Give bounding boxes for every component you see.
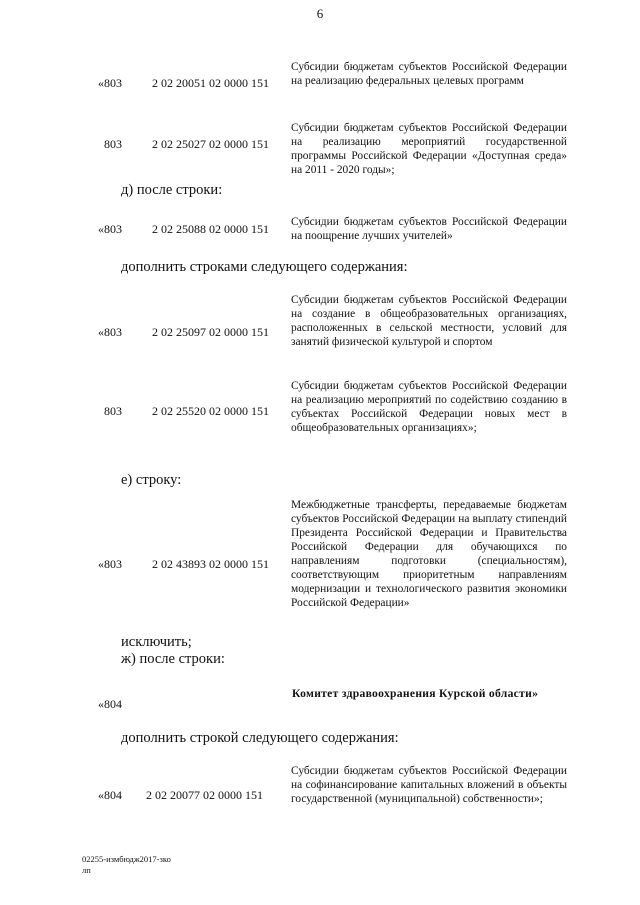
section-heading-supplement-one: дополнить строкой следующего содержания: [121,730,399,746]
footer-suffix: лп [82,865,91,875]
row-description: Субсидии бюджетам субъектов Российской Федерации на реализацию федеральных целевых программ [291,61,567,87]
row-description: Субсидии бюджетам субъектов Российской Федерации на реализацию мероприятий государственной программы Российской Федерации «Доступная среда» на 2011 - 2020 годы»; [291,122,567,176]
kbk-code: 2 02 20051 02 0000 151 [152,76,269,90]
page-number: 6 [316,6,324,21]
section-heading-exclude: исключить; [121,634,192,650]
kbk-code: 2 02 20077 02 0000 151 [146,788,263,802]
row-description: Субсидии бюджетам субъектов Российской Федерации на реализацию мероприятий по содействию созданию в субъектах Российской Федерации новых мест в общеобразовательных организациях»; [291,380,567,434]
committee-name: Комитет здравоохранения Курской области» [292,687,539,700]
kbk-code: 2 02 25088 02 0000 151 [152,222,269,236]
kbk-code: 2 02 25027 02 0000 151 [152,137,269,151]
kbk-code: 2 02 43893 02 0000 151 [152,557,269,571]
section-heading-supplement: дополнить строками следующего содержания: [121,259,408,275]
section-heading-zh: ж) после строки: [121,651,225,667]
section-heading-e: е) строку: [121,472,182,488]
admin-code: «803 [98,557,122,571]
admin-code: 803 [104,137,122,151]
admin-code: «803 [98,222,122,236]
admin-code: «804 [98,697,122,711]
row-description: Межбюджетные трансферты, передаваемые бюджетам субъектов Российской Федерации на выплату стипендий Президента Российской Федерации и Правительства Российской Федерации для обучающихся по направлениям подготовки (специальностям), соответствующим приоритетным направлениям модернизации и технологического развития экономики Российской Федерации» [291,499,567,609]
admin-code: «803 [98,325,122,339]
section-heading-d: д) после строки: [121,182,223,198]
row-description: Субсидии бюджетам субъектов Российской Федерации на создание в общеобразовательных организациях, расположенных в сельской местности, условий для занятий физической культурой и спортом [291,294,567,348]
admin-code: 803 [104,404,122,418]
row-description: Субсидии бюджетам субъектов Российской Федерации на поощрение лучших учителей» [291,216,567,242]
kbk-code: 2 02 25097 02 0000 151 [152,325,269,339]
admin-code: «803 [98,76,122,90]
row-description: Субсидии бюджетам субъектов Российской Федерации на софинансирование капитальных вложений в объекты государственной (муниципальной) собственности»; [291,765,567,805]
admin-code: «804 [98,788,122,802]
kbk-code: 2 02 25520 02 0000 151 [152,404,269,418]
footer-filename: 02255-измбюдж2017-зко [82,854,171,864]
